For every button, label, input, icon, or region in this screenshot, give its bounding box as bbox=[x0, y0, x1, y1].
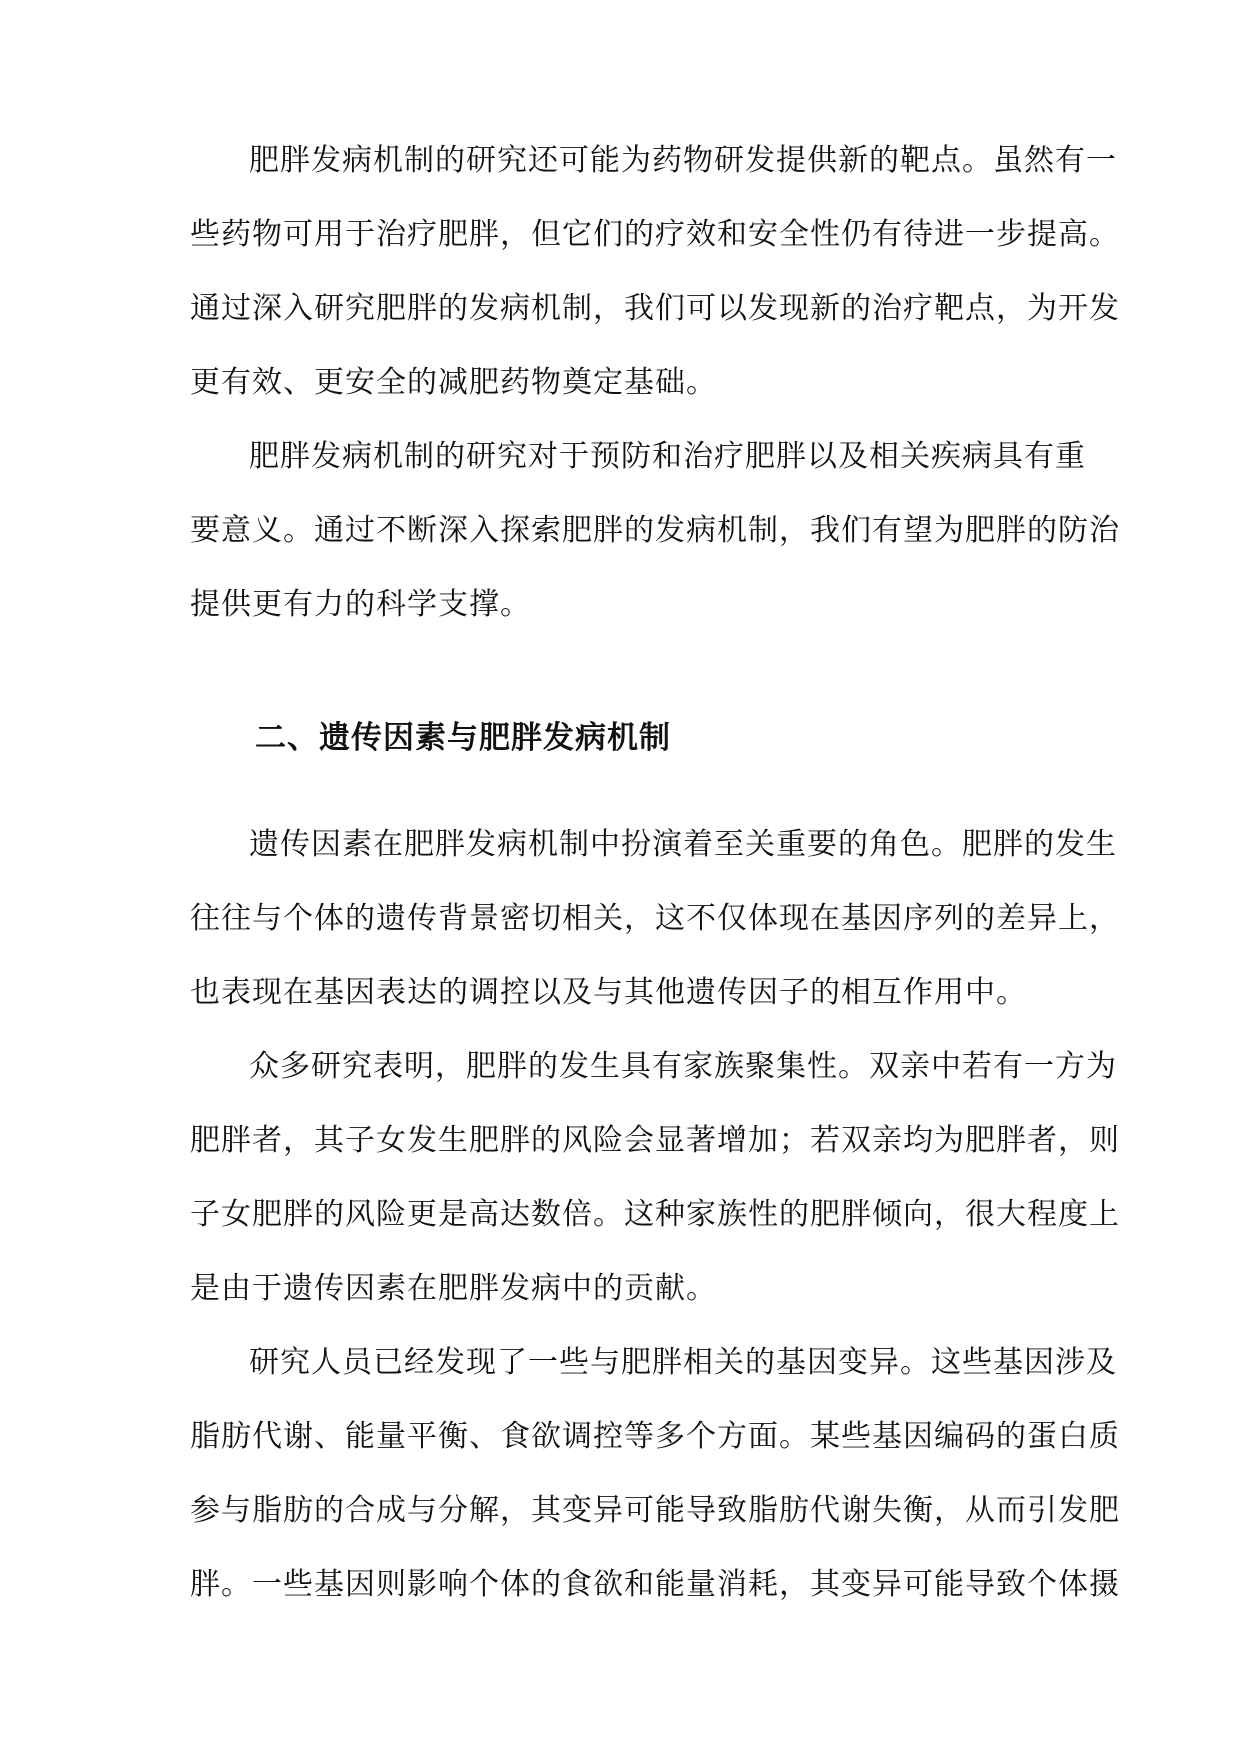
body-text-top bbox=[190, 124, 1120, 642]
paragraph-line: 众多研究表明，肥胖的发生具有家族聚集性。双亲中若有一方为 bbox=[249, 1049, 1117, 1084]
paragraph bbox=[190, 808, 1120, 1030]
paragraph-line: 些药物可用于治疗肥胖，但它们的疗效和安全性仍有待进一步提高。 bbox=[190, 217, 1120, 252]
paragraph-line: 往往与个体的遗传背景密切相关，这不仅体现在基因序列的差异上， bbox=[190, 901, 1120, 936]
paragraph bbox=[190, 124, 1120, 420]
section-heading: 二、遗传因素与肥胖发病机制 bbox=[255, 720, 671, 756]
paragraph-line: 提供更有力的科学支撑。 bbox=[190, 587, 531, 622]
paragraph bbox=[190, 1030, 1120, 1326]
paragraph-line: 研究人员已经发现了一些与肥胖相关的基因变异。这些基因涉及 bbox=[249, 1345, 1117, 1380]
paragraph-line: 通过深入研究肥胖的发病机制，我们可以发现新的治疗靶点，为开发 bbox=[190, 291, 1120, 326]
paragraph-line: 胖。一些基因则影响个体的食欲和能量消耗，其变异可能导致个体摄 bbox=[190, 1567, 1120, 1602]
paragraph-line: 要意义。通过不断深入探索肥胖的发病机制，我们有望为肥胖的防治 bbox=[190, 513, 1120, 548]
paragraph-line: 肥胖发病机制的研究对于预防和治疗肥胖以及相关疾病具有重 bbox=[249, 439, 1086, 474]
paragraph-line: 肥胖者，其子女发生肥胖的风险会显著增加；若双亲均为肥胖者，则 bbox=[190, 1123, 1120, 1158]
paragraph bbox=[190, 1326, 1120, 1622]
paragraph-line: 也表现在基因表达的调控以及与其他遗传因子的相互作用中。 bbox=[190, 975, 1027, 1010]
paragraph-line: 是由于遗传因素在肥胖发病中的贡献。 bbox=[190, 1271, 717, 1306]
paragraph-line: 肥胖发病机制的研究还可能为药物研发提供新的靶点。虽然有一 bbox=[249, 143, 1117, 178]
paragraph-line: 子女肥胖的风险更是高达数倍。这种家族性的肥胖倾向，很大程度上 bbox=[190, 1197, 1120, 1232]
paragraph-line: 参与脂肪的合成与分解，其变异可能导致脂肪代谢失衡，从而引发肥 bbox=[190, 1493, 1120, 1528]
paragraph-line: 遗传因素在肥胖发病机制中扮演着至关重要的角色。肥胖的发生 bbox=[249, 827, 1117, 862]
paragraph-line: 脂肪代谢、能量平衡、食欲调控等多个方面。某些基因编码的蛋白质 bbox=[190, 1419, 1120, 1454]
paragraph-line: 更有效、更安全的减肥药物奠定基础。 bbox=[190, 365, 717, 400]
body-text-bottom bbox=[190, 808, 1120, 1622]
paragraph bbox=[190, 420, 1120, 642]
